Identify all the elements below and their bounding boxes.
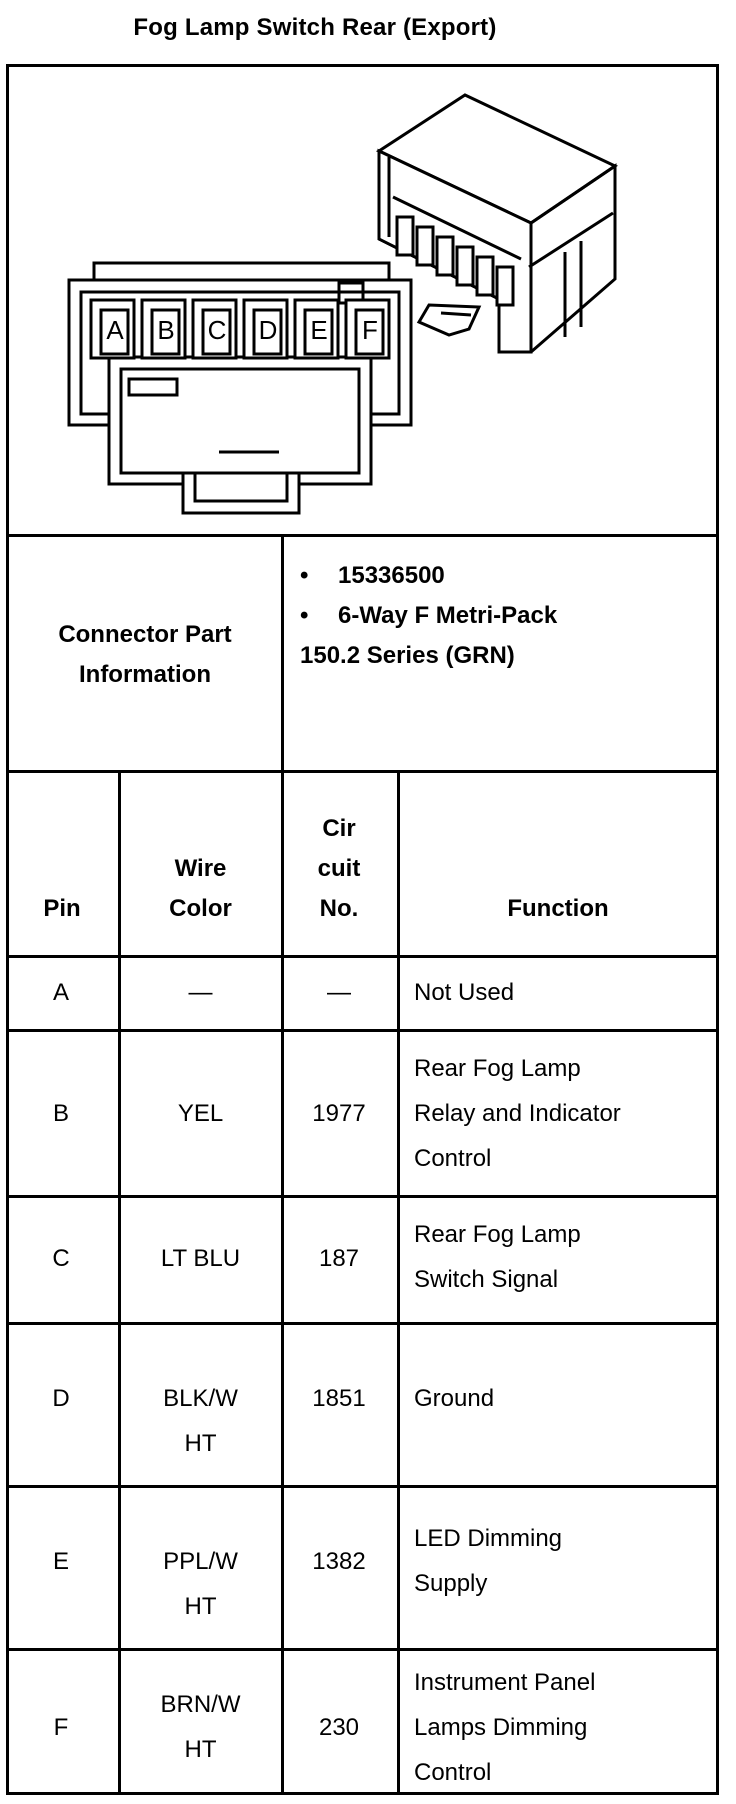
row-e-wire-line2: HT <box>184 1593 217 1620</box>
divider-part-info <box>6 770 719 773</box>
row-c-function <box>414 1212 714 1302</box>
row-b-function-line3: Control <box>414 1145 492 1172</box>
row-e-pin: E <box>52 1548 69 1575</box>
column-divider-pin <box>118 770 121 1795</box>
row-b-circuit: 1977 <box>312 1100 366 1127</box>
divider-row-e <box>6 1648 719 1651</box>
header-function: Function <box>507 895 609 922</box>
header-pin: Pin <box>43 895 81 922</box>
header-circuit-line2: cuit <box>317 855 361 882</box>
part-number: 15336500 <box>338 562 445 589</box>
row-f-wire-line1: BRN/W <box>160 1691 241 1718</box>
divider-row-a <box>6 1029 719 1032</box>
header-wire-line2: Color <box>169 895 232 922</box>
row-f-circuit: 230 <box>318 1714 360 1741</box>
row-c-function-line2: Switch Signal <box>414 1266 559 1293</box>
cavity-label-a: A <box>106 315 124 345</box>
row-e-function-line2: Supply <box>414 1570 488 1597</box>
row-c-pin: C <box>52 1245 70 1272</box>
row-d-circuit: 1851 <box>312 1385 366 1412</box>
row-f-wire-line2: HT <box>184 1736 217 1763</box>
header-circuit-line3: No. <box>319 895 359 922</box>
row-a-circuit: — <box>327 979 351 1006</box>
divider-row-c <box>6 1322 719 1325</box>
row-e-wire <box>122 1539 279 1629</box>
row-b-wire: YEL <box>177 1100 224 1127</box>
cavity-label-f: F <box>362 315 378 345</box>
row-b-pin: B <box>52 1100 69 1127</box>
row-a-wire: — <box>188 979 213 1006</box>
row-b-function-line2: Relay and Indicator <box>414 1100 621 1127</box>
divider-header <box>6 955 719 958</box>
row-d-wire-line2: HT <box>184 1430 217 1457</box>
row-c-wire: LT BLU <box>160 1245 241 1272</box>
row-f-function-line1: Instrument Panel <box>414 1669 596 1696</box>
part-info-label-line2: Information <box>78 661 211 688</box>
column-divider-main <box>281 534 284 1795</box>
row-f-function <box>414 1660 714 1795</box>
row-d-wire-line1: BLK/W <box>163 1385 238 1412</box>
row-c-circuit: 187 <box>318 1245 360 1272</box>
row-e-function-line1: LED Dimming <box>414 1525 563 1552</box>
row-f-pin: F <box>53 1714 69 1741</box>
header-wire-line1: Wire <box>174 855 227 882</box>
row-d-function: Ground <box>414 1385 495 1412</box>
part-info-label <box>9 540 281 770</box>
row-d-pin: D <box>52 1385 70 1412</box>
row-e-circuit: 1382 <box>312 1548 366 1575</box>
row-e-wire-line1: PPL/W <box>163 1548 238 1575</box>
part-description-line1: 6-Way F Metri-Pack <box>338 602 558 629</box>
row-b-function <box>414 1046 714 1181</box>
part-description-line2: 150.2 Series (GRN) <box>300 642 515 669</box>
part-info-value <box>300 556 557 676</box>
connector-lock-tab <box>183 473 299 513</box>
row-c-function-line1: Rear Fog Lamp <box>414 1221 581 1248</box>
cavity-label-d: D <box>258 315 278 345</box>
connector-housing-lower <box>109 357 371 484</box>
part-info-label-line1: Connector Part <box>58 621 232 648</box>
row-f-function-line2: Lamps Dimming <box>414 1714 588 1741</box>
row-e-function <box>414 1516 714 1606</box>
row-f-wire <box>122 1682 279 1772</box>
cavity-label-b: B <box>157 315 175 345</box>
header-circuit-line1: Cir <box>322 815 356 842</box>
header-wire-color <box>122 849 279 929</box>
connector-3d-view <box>379 95 615 352</box>
row-a-function: Not Used <box>414 979 515 1006</box>
divider-row-b <box>6 1195 719 1198</box>
row-d-wire <box>122 1376 279 1466</box>
cavity-label-c: C <box>207 315 227 345</box>
cavity-label-e: E <box>310 315 328 345</box>
header-circuit-no <box>283 809 395 929</box>
divider-row-d <box>6 1485 719 1488</box>
connector-diagram <box>9 67 716 537</box>
page-title: Fog Lamp Switch Rear (Export) <box>133 14 497 41</box>
bullet-icon: • <box>300 562 309 589</box>
bullet-icon: • <box>300 602 309 629</box>
row-a-pin: A <box>52 979 69 1006</box>
row-b-function-line1: Rear Fog Lamp <box>414 1055 581 1082</box>
row-f-function-line3: Control <box>414 1759 492 1786</box>
